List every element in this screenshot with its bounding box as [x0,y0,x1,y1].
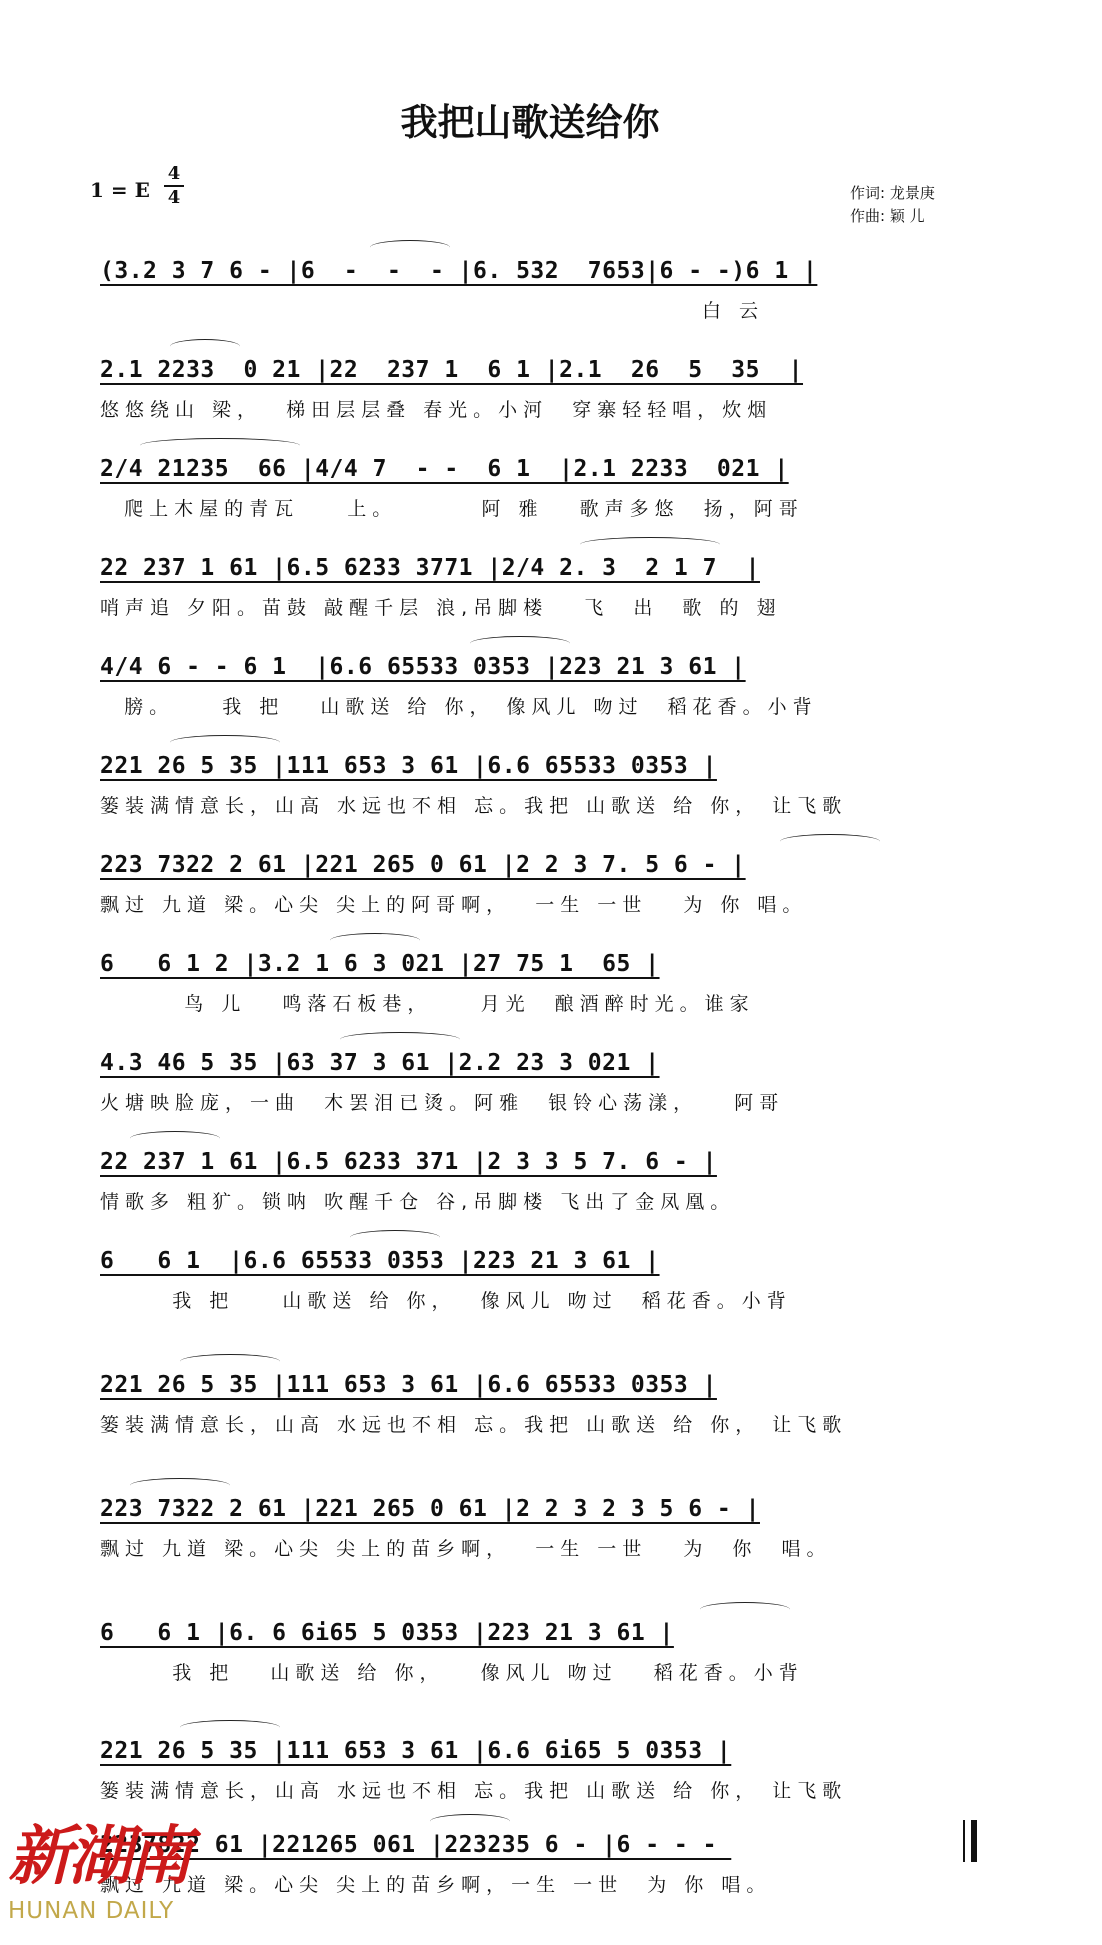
key-signature: 1 = E [90,178,150,202]
lyricist-credit: 作词: 龙景庚 [850,184,935,202]
lyrics-line: 悠悠绕山 梁， 梯田层层叠 春光。小河 穿寨轻轻唱，炊烟 [100,399,773,421]
time-signature-bottom: 4 [167,187,181,208]
notation-line: 223 7322 2 61 |221 265 0 61 |2 2 3 2 3 5 6 - | [100,1496,760,1522]
final-barline-thin [963,1820,965,1862]
lyrics-line: 篓装满情意长，山高 水远也不相 忘。我把 山歌送 给 你， 让飞歌 [100,795,848,817]
time-signature [164,164,184,208]
final-barline-thick [971,1820,977,1862]
lyrics-line: 篓装满情意长，山高 水远也不相 忘。我把 山歌送 给 你， 让飞歌 [100,1780,848,1802]
notation-line: 4.3 46 5 35 |63 37 3 61 |2.2 23 3 021 | [100,1050,660,1076]
lyrics-line: 篓装满情意长，山高 水远也不相 忘。我把 山歌送 给 你， 让飞歌 [100,1414,848,1436]
notation-line: 6 6 1 |6.6 65533 0353 |223 21 3 61 | [100,1248,660,1274]
composer-credit: 作曲: 颖 儿 [850,207,925,225]
lyrics-line: 情歌多 粗犷。锁呐 吹醒千仓 谷,吊脚楼 飞出了金凤凰。 [100,1191,736,1213]
lyrics-line: 白 云 [100,300,765,322]
notation-line: 221 26 5 35 |111 653 3 61 |6.6 65533 0353 | [100,1372,717,1398]
lyrics-line: 爬上木屋的青瓦 上。 阿 雅 歌声多悠 扬，阿哥 [100,498,804,520]
notation-line: (3.2 3 7 6 - |6 - - - |6. 532 7653|6 - -)6 1 | [100,258,818,284]
watermark-en: HUNAN DAILY [8,1898,175,1924]
watermark-cn: 新湖南 [8,1819,188,1894]
lyrics-line: 我 把 山歌送 给 你， 像风儿 吻过 稻花香。小背 [100,1290,792,1312]
watermark-logo [8,1819,228,1924]
notation-line: 223 7322 2 61 |221 265 0 61 |2 2 3 7. 5 6 - | [100,852,746,878]
lyrics-line: 膀。 我 把 山歌送 给 你， 像风儿 吻过 稻花香。小背 [100,696,818,718]
notation-line: 4/4 6 - - 6 1 |6.6 65533 0353 |223 21 3 61 | [100,654,746,680]
notation-line: 22 237 1 61 |6.5 6233 3771 |2/4 2. 3 2 1 7 | [100,555,760,581]
lyrics-line: 哨声追 夕阳。苗鼓 敲醒千层 浪,吊脚楼 飞 出 歌 的 翅 [100,597,782,619]
notation-line: 221 26 5 35 |111 653 3 61 |6.6 6i65 5 0353 | [100,1738,732,1764]
notation-line: 221 26 5 35 |111 653 3 61 |6.6 65533 0353 | [100,753,717,779]
lyrics-line: 鸟 儿 鸣落石板巷， 月光 酿酒醉时光。谁家 [100,993,755,1015]
credits [850,182,935,228]
lyrics-line: 飘过 九道 梁。心尖 尖上的苗乡啊， 一生 一世 为 你 唱。 [100,1538,832,1560]
song-title: 我把山歌送给你 [400,101,660,144]
notation-line: 22 237 1 61 |6.5 6233 371 |2 3 3 5 7. 6 - | [100,1149,717,1175]
lyrics-line: 飘过 九道 梁。心尖 尖上的苗乡啊，一生 一世 为 你 唱。 [100,1874,772,1896]
lyrics-line: 飘过 九道 梁。心尖 尖上的阿哥啊， 一生 一世 为 你 唱。 [100,894,808,916]
notation-line: 6 6 1 2 |3.2 1 6 3 021 |27 75 1 65 | [100,951,660,977]
time-signature-top: 4 [167,163,181,184]
lyrics-line: 我 把 山歌送 给 你， 像风儿 吻过 稻花香。小背 [100,1662,804,1684]
notation-line: 2.1 2233 0 21 |22 237 1 6 1 |2.1 26 5 35 | [100,357,804,383]
notation-line: 2237822 61 |221265 061 |223235 6 - |6 - - - [100,1832,732,1858]
lyrics-line: 火塘映脸庞，一曲 木罢泪已烫。阿雅 银铃心荡漾， 阿哥 [100,1092,785,1114]
notation-line: 6 6 1 |6. 6 6i65 5 0353 |223 21 3 61 | [100,1620,674,1646]
notation-line: 2/4 21235 66 |4/4 7 - - 6 1 |2.1 2233 021 | [100,456,789,482]
